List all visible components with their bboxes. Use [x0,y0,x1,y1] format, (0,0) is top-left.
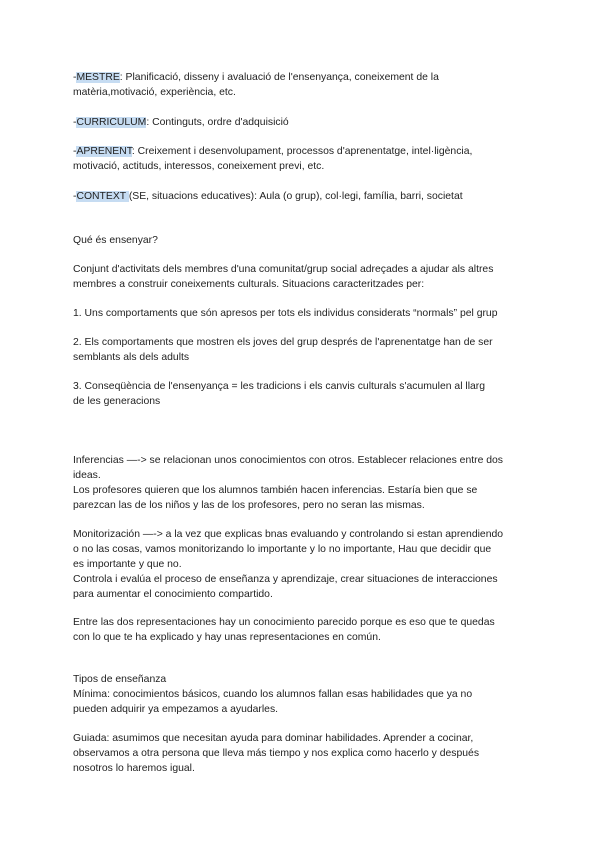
term-description: : Continguts, ordre d'adquisició [146,117,289,128]
term-prefix: - [73,117,77,128]
text-line: 2. Els comportaments que mostren els joves del grup després de l'aprenentatge han de ser [73,337,493,348]
text-line: membres a construir coneixements culturals. Situacions caracteritzades per: [73,279,425,290]
term-description-continued: matèria,motivació, experiència, etc. [73,87,236,98]
representaciones-paragraph [73,615,533,645]
text-line: parezcan las de los niños y las de los profesores, pero no seran las mismas. [73,500,425,511]
text-line: Conjunt d'activitats dels membres d'una comunitat/grup social adreçades a ajudar als altres [73,264,494,275]
text-line: pueden adquirir ya empezamos a ayudarles. [73,704,279,715]
guiada-paragraph [73,731,533,776]
term-context [73,189,533,204]
text-line: con lo que te ha explicado y hay unas representaciones en común. [73,632,381,643]
text-line: ideas. [73,470,101,481]
text-line: Los profesores quieren que los alumnos también hacen inferencias. Estaría bien que se [73,485,478,496]
inferencias-paragraph [73,453,533,513]
term-description-continued: motivació, actituds, interessos, coneixement previ, etc. [73,161,325,172]
point-2 [73,335,533,365]
monitorizacion-paragraph [73,527,533,602]
text-line: Controla i evalúa el proceso de enseñanza y aprendizaje, crear situaciones de interacciones [73,574,498,585]
term-prefix: - [73,146,77,157]
term-prefix: - [73,72,77,83]
text-line: de les generacions [73,396,161,407]
term-aprenent [73,144,533,174]
text-line: semblants als dels adults [73,352,190,363]
text-line: Entre las dos representaciones hay un conocimiento parecido porque es eso que te quedas [73,617,495,628]
term-prefix: - [73,191,77,202]
term-highlight: CURRICULUM [76,117,147,128]
text-line: Mínima: conocimientos básicos, cuando los alumnos fallan esas habilidades que ya no [73,689,473,700]
term-line [73,70,533,85]
term-line [73,144,533,159]
text-line: observamos a otra persona que lleva más tiempo y nos explica como hacerlo y después [73,748,480,759]
text-line: Inferencias —-> se relacionan unos conocimientos con otros. Establecer relaciones entre dos [73,455,503,466]
term-description: : Creixement i desenvolupament, processos d'aprenentatge, intel·ligència, [131,146,473,157]
text-line: nosotros lo haremos igual. [73,763,195,774]
text-line: 3. Conseqüència de l'ensenyança = les tradicions i els canvis culturals s'acumulen al llarg [73,381,486,392]
text-line: Monitorización —-> a la vez que explicas bnas evaluando y controlando si estan aprendiendo [73,529,504,540]
term-description: (SE, situacions educatives): Aula (o grup), col·legi, família, barri, societat [128,191,463,202]
text-line: 1. Uns comportaments que són apresos per tots els individus considerats “normals” pel grup [73,308,498,319]
section-heading-que-es-ensenyar: Qué és ensenyar? [73,235,158,246]
term-highlight: MESTRE [76,72,120,83]
term-highlight: APRENENT [76,146,132,157]
text-line: es importante y que no. [73,559,182,570]
term-line [73,115,533,130]
section-heading-tipos: Tipos de enseñanza [73,674,167,685]
term-description: : Planificació, disseny i avaluació de l'ensenyança, coneixement de la [119,72,439,83]
point-1 [73,306,533,321]
point-3 [73,379,533,409]
text-line: Guiada: asumimos que necesitan ayuda para dominar habilidades. Aprender a cocinar, [73,733,474,744]
term-curriculum [73,115,533,130]
text-line: para aumentar el conocimiento compartido. [73,589,273,600]
tipos-section [73,672,533,717]
term-mestre [73,70,533,100]
que-es-intro [73,262,533,292]
term-highlight: CONTEXT [76,191,129,202]
text-line: o no las cosas, vamos monitorizando lo importante y lo no importante, Hau que decidir que [73,544,492,555]
term-line [73,189,533,204]
